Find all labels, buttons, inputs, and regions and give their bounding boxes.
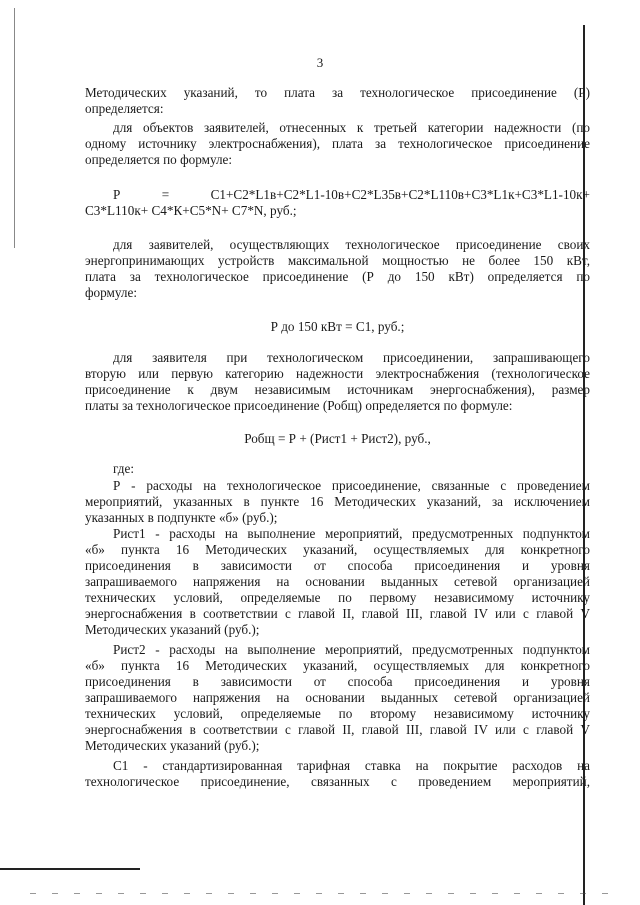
text-line: технических условий, определяемые по второму независимому источнику <box>85 706 590 721</box>
formula-line: Р = С1+С2*L1в+С2*L1-10в+С2*L35в+С2*L110в+С3*L1к+С3*L1-10к+ <box>113 187 590 202</box>
text-line: для заявителей, осуществляющих технологическое присоединение своих <box>113 237 590 252</box>
text-line: присоединение к двум независимым источникам энергоснабжения), размер <box>85 382 590 397</box>
text-line: Рист2 - расходы на выполнение мероприятий, предусмотренных подпунктом <box>113 642 590 657</box>
text-line: мероприятий, указанных в пункте 16 Методических указаний, за исключением <box>85 494 590 509</box>
text-line: определяется по формуле: <box>85 152 233 167</box>
page-number: 3 <box>316 55 324 70</box>
text-line: плата за технологическое присоединение (Р до 150 кВт) определяется по <box>85 269 590 284</box>
formula-line: С3*L110к+ С4*К+С5*N+ С7*N, руб.; <box>85 203 297 218</box>
scan-left-edge <box>14 8 15 248</box>
footnote-rule <box>0 868 140 870</box>
text-line: «б» пункта 16 Методических указаний, осуществляемых для конкретного <box>85 542 590 557</box>
text-line: платы за технологическое присоединение (Робщ) определяется по формуле: <box>85 398 513 413</box>
text-line: Рист1 - расходы на выполнение мероприятий, предусмотренных подпунктом <box>113 526 590 541</box>
text-line: присоединения в зависимости от способа присоединения и уровня <box>85 674 590 689</box>
text-line: технических условий, определяемые по первому независимому источнику <box>85 590 590 605</box>
text-line: определяется: <box>85 101 164 116</box>
text-line: Методических указаний, то плата за технологическое присоединение (Р) <box>85 85 590 100</box>
scan-artifact <box>30 893 610 894</box>
text-line: Методических указаний (руб.); <box>85 622 260 637</box>
text-line: для объектов заявителей, отнесенных к третьей категории надежности (по <box>113 120 590 135</box>
text-line: для заявителя при технологическом присоединении, запрашивающего <box>113 350 590 365</box>
text-line: где: <box>113 461 134 476</box>
text-line: запрашиваемого напряжения на основании выданных сетевой организацией <box>85 574 590 589</box>
text-line: указанных в подпункте «б» (руб.); <box>85 510 278 525</box>
text-line: Методических указаний (руб.); <box>85 738 260 753</box>
text-line: одному источнику электроснабжения), плата за технологическое присоединение <box>85 136 590 151</box>
text-line: энергоснабжения в соответствии с главой II, главой III, главой IV или с главой V <box>85 606 590 621</box>
text-line: С1 - стандартизированная тарифная ставка на покрытие расходов на <box>113 758 590 773</box>
text-line: присоединения в зависимости от способа присоединения и уровня <box>85 558 590 573</box>
formula-line: Робщ = Р + (Рист1 + Рист2), руб., <box>244 431 431 446</box>
text-line: энергопринимающих устройств максимальной мощностью не более 150 кВт, <box>85 253 590 268</box>
text-line: «б» пункта 16 Методических указаний, осуществляемых для конкретного <box>85 658 590 673</box>
text-line: Р - расходы на технологическое присоединение, связанные с проведением <box>113 478 590 493</box>
text-line: формуле: <box>85 285 137 300</box>
text-line: запрашиваемого напряжения на основании выданных сетевой организацией <box>85 690 590 705</box>
text-line: вторую или первую категорию надежности электроснабжения (технологическое <box>85 366 590 381</box>
text-line: энергоснабжения в соответствии с главой II, главой III, главой IV или с главой V <box>85 722 590 737</box>
text-line: технологическое присоединение, связанных с проведением мероприятий, <box>85 774 590 789</box>
formula-line: Р до 150 кВт = С1, руб.; <box>270 319 405 334</box>
